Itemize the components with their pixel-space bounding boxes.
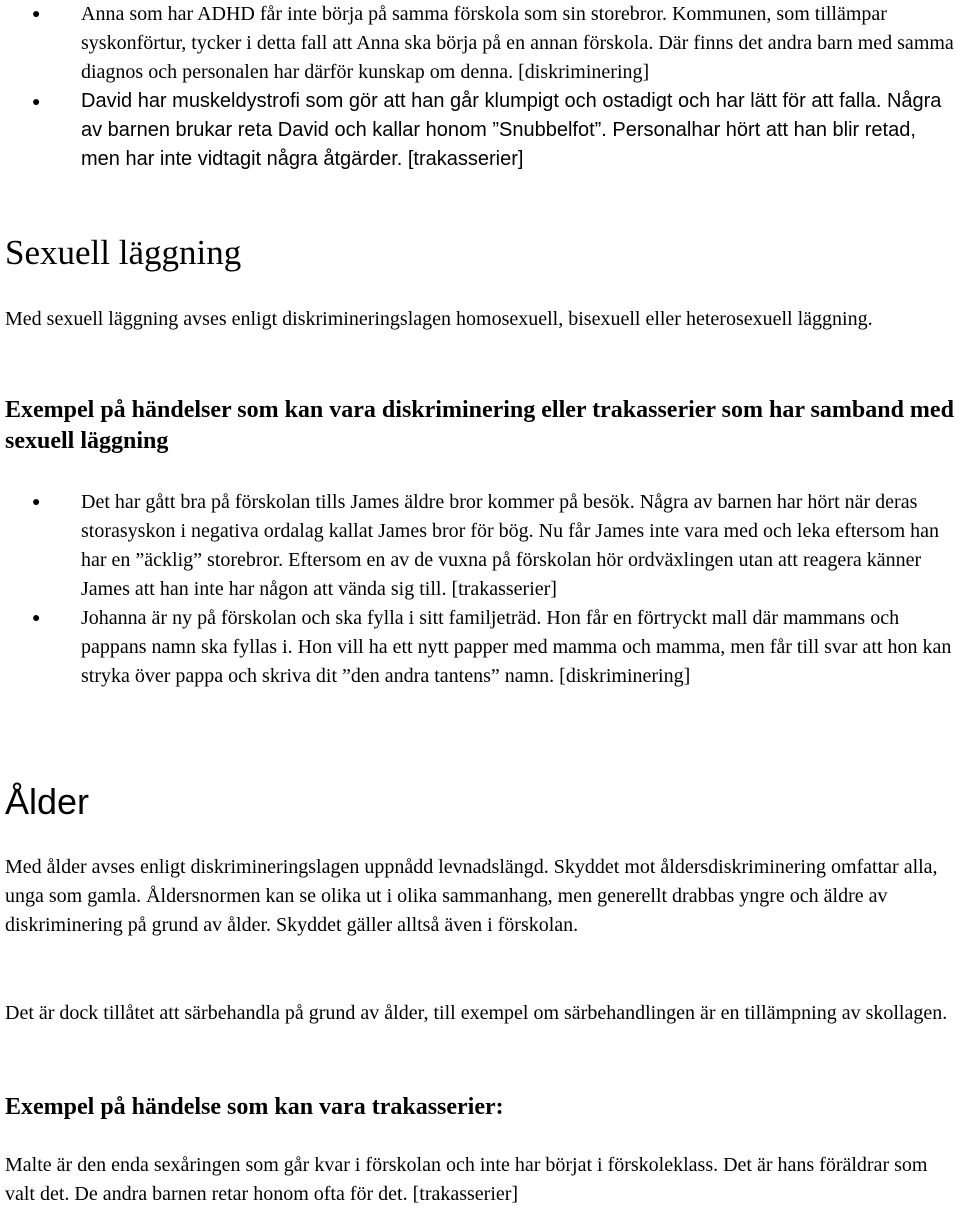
sexuell-definition: Med sexuell läggning avses enligt diskrimineringslagen homosexuell, bisexuell eller heterosexuell läggning. <box>5 308 873 330</box>
bullet-icon: ● <box>32 93 41 109</box>
bullet-icon: ● <box>32 611 41 626</box>
alder-example-heading: Exempel på händelse som kan vara trakasserier: <box>5 1094 504 1120</box>
bullet-icon: ● <box>32 495 41 510</box>
list-item <box>5 0 957 87</box>
alder-exception: Det är dock tillåtet att särbehandla på grund av ålder, till exempel om särbehandlingen är en tillämpning av skollagen. <box>5 1002 948 1024</box>
top-example-list <box>5 0 957 174</box>
list-item-text: Johanna är ny på förskolan och ska fylla i sitt familjeträd. Hon får en förtryckt mall där mammans och pappans namn ska fyllas i. Hon vill ha ett nytt papper med mamma och mamma, men får till svar att hon kan stryka över pappa och skriva dit ”den andra tantens” namn. [diskriminering] <box>81 607 952 687</box>
alder-example-text: Malte är den enda sexåringen som går kvar i förskolan och inte har börjat i förskoleklass. Det är hans föräldrar som valt det. De andra barnen retar honom ofta för det. [trakasserier] <box>5 1154 928 1205</box>
list-item-text: David har muskeldystrofi som gör att han går klumpigt och ostadigt och har lätt för att falla. Några av barnen brukar reta David och kallar honom ”Snubbelfot”. Personalhar hört att han blir retad, men har inte vidtagit några åtgärder. [trakasserier] <box>81 90 942 170</box>
list-item <box>5 488 957 604</box>
bullet-icon: ● <box>32 7 41 22</box>
section-heading-sexuell: Sexuell läggning <box>5 233 242 272</box>
sexuell-example-list <box>5 488 957 691</box>
list-item <box>5 87 957 174</box>
alder-definition: Med ålder avses enligt diskrimineringslagen uppnådd levnadslängd. Skyddet mot åldersdiskriminering omfattar alla, unga som gamla. Åldersnormen kan se olika ut i olika sammanhang, men generellt drabbas yngre och äldre av diskriminering på grund av ålder. Skyddet gäller alltså även i förskolan. <box>5 856 938 936</box>
list-item-text: Det har gått bra på förskolan tills James äldre bror kommer på besök. Några av barnen har hört när deras storasyskon i negativa ordalag kallat James bror för bög. Nu får James inte vara med och leka eftersom han har en ”äcklig” storebror. Eftersom en av de vuxna på förskolan hör ordväxlingen utan att reagera känner James att han inte har någon att vända sig till. [trakasserier] <box>81 491 940 600</box>
list-item <box>5 604 957 691</box>
sexuell-examples-heading: Exempel på händelser som kan vara diskriminering eller trakasserier som har samband med sexuell läggning <box>5 397 954 454</box>
section-heading-alder: Ålder <box>5 781 90 822</box>
list-item-text: Anna som har ADHD får inte börja på samma förskola som sin storebror. Kommunen, som tillämpar syskonförtur, tycker i detta fall att Anna ska börja på en annan förskola. Där finns det andra barn med samma diagnos och personalen har därför kunskap om denna. [diskriminering] <box>81 3 954 83</box>
